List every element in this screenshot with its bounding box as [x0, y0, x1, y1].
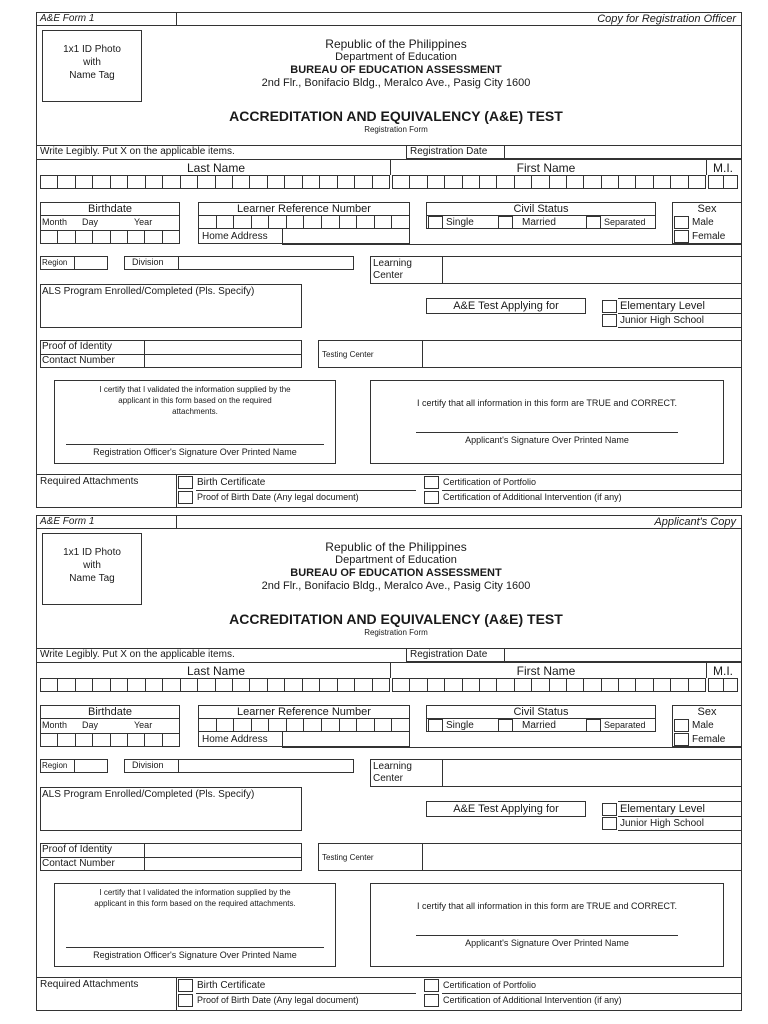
form-subtitle: Registration Form — [364, 125, 428, 134]
elementary-label: Elementary Level — [620, 803, 705, 815]
birthdate-boxes[interactable] — [40, 230, 180, 244]
last-name-boxes[interactable] — [40, 678, 390, 692]
junior-high-checkbox[interactable] — [602, 314, 617, 327]
header-bureau: BUREAU OF EDUCATION ASSESSMENT — [290, 567, 502, 579]
form-title: ACCREDITATION AND EQUIVALENCY (A&E) TEST — [229, 108, 563, 124]
year-label: Year — [134, 720, 153, 730]
photo-label-3: Name Tag — [69, 70, 115, 81]
month-label: Month — [42, 720, 68, 730]
applicant-cert-text: I certify that all information in this form are TRUE and CORRECT. — [417, 901, 677, 911]
officer-signature-label: Registration Officer's Signature Over Printed Name — [93, 447, 297, 457]
cert-portfolio-checkbox[interactable] — [424, 979, 439, 992]
single-checkbox[interactable] — [428, 216, 443, 229]
applicant-certification-box[interactable] — [370, 380, 724, 464]
header-address: 2nd Flr., Bonifacio Bldg., Meralco Ave., Pasig City 1600 — [261, 77, 531, 89]
single-label: Single — [446, 720, 474, 731]
form-copy — [36, 12, 742, 508]
year-label: Year — [134, 217, 153, 227]
applicant-signature-label: Applicant's Signature Over Printed Name — [465, 938, 629, 948]
lrn-boxes[interactable] — [198, 718, 410, 732]
cert-intervention-checkbox[interactable] — [424, 994, 439, 1007]
birthdate-boxes[interactable] — [40, 733, 180, 747]
test-applying-label: A&E Test Applying for — [453, 803, 559, 815]
officer-cert-line-1: I certify that I validated the information supplied by the — [99, 385, 291, 394]
copy-label: Applicant's Copy — [654, 516, 736, 528]
birth-certificate-checkbox[interactable] — [178, 476, 193, 489]
region-label: Region — [42, 258, 68, 267]
applicant-cert-text: I certify that all information in this form are TRUE and CORRECT. — [417, 398, 677, 408]
female-label: Female — [692, 734, 726, 745]
elementary-checkbox[interactable] — [602, 300, 617, 313]
applicant-certification-box[interactable] — [370, 883, 724, 967]
division-label: Division — [132, 257, 164, 267]
officer-signature-line[interactable] — [66, 444, 324, 445]
proof-identity-label: Proof of Identity — [42, 844, 113, 855]
junior-high-checkbox[interactable] — [602, 817, 617, 830]
form-copy — [36, 515, 742, 1011]
form-title: ACCREDITATION AND EQUIVALENCY (A&E) TEST — [229, 611, 563, 627]
contact-number-label: Contact Number — [42, 858, 115, 869]
proof-identity-label: Proof of Identity — [42, 341, 113, 352]
form-subtitle: Registration Form — [364, 628, 428, 637]
separated-checkbox[interactable] — [586, 216, 601, 229]
first-name-boxes[interactable] — [392, 678, 706, 692]
sex-label: Sex — [697, 706, 717, 718]
registration-date-label: Registration Date — [410, 649, 488, 660]
header-bureau: BUREAU OF EDUCATION ASSESSMENT — [290, 64, 502, 76]
center-label: Center — [373, 270, 404, 281]
cert-portfolio-checkbox[interactable] — [424, 476, 439, 489]
lrn-boxes[interactable] — [198, 215, 410, 229]
mi-label: M.I. — [713, 161, 733, 175]
testing-center-label: Testing Center — [322, 350, 374, 359]
cert-intervention-checkbox[interactable] — [424, 491, 439, 504]
mi-label: M.I. — [713, 664, 733, 678]
proof-birth-date-label: Proof of Birth Date (Any legal document) — [197, 492, 359, 502]
photo-label-2: with — [83, 57, 101, 68]
day-label: Day — [82, 720, 99, 730]
birthdate-label: Birthdate — [87, 203, 133, 215]
contact-number-label: Contact Number — [42, 355, 115, 366]
lrn-label: Learner Reference Number — [237, 706, 371, 718]
cert-intervention-label: Certification of Additional Intervention (if any) — [443, 492, 622, 502]
proof-birth-date-checkbox[interactable] — [178, 994, 193, 1007]
home-address-label: Home Address — [202, 734, 268, 745]
civil-status-label: Civil Status — [513, 203, 569, 215]
instructions: Write Legibly. Put X on the applicable items. — [40, 649, 235, 660]
learning-center-field[interactable] — [370, 759, 742, 787]
married-label: Married — [522, 720, 556, 731]
female-checkbox[interactable] — [674, 733, 689, 746]
officer-signature-line[interactable] — [66, 947, 324, 948]
header-republic: Republic of the Philippines — [325, 37, 467, 51]
testing-center-label: Testing Center — [322, 853, 374, 862]
civil-status-label: Civil Status — [513, 706, 569, 718]
separated-label: Separated — [604, 720, 646, 730]
form-label: A&E Form 1 — [40, 516, 95, 527]
separated-label: Separated — [604, 217, 646, 227]
learning-label: Learning — [373, 258, 412, 269]
officer-cert-line-1: I certify that I validated the information supplied by the — [99, 888, 291, 897]
division-label: Division — [132, 760, 164, 770]
registration-date-label: Registration Date — [410, 146, 488, 157]
photo-label-2: with — [83, 560, 101, 571]
junior-high-label: Junior High School — [620, 315, 704, 326]
center-label: Center — [373, 773, 404, 784]
als-program-label: ALS Program Enrolled/Completed (Pls. Specify) — [42, 286, 255, 297]
sex-label: Sex — [697, 203, 717, 215]
proof-birth-date-label: Proof of Birth Date (Any legal document) — [197, 995, 359, 1005]
month-label: Month — [42, 217, 68, 227]
officer-cert-line-2: applicant in this form based on the required — [118, 396, 272, 405]
lrn-label: Learner Reference Number — [237, 203, 371, 215]
married-checkbox[interactable] — [498, 719, 513, 732]
day-label: Day — [82, 217, 99, 227]
officer-cert-line-3: attachments. — [172, 407, 218, 416]
header-address: 2nd Flr., Bonifacio Bldg., Meralco Ave., Pasig City 1600 — [261, 580, 531, 592]
mi-boxes[interactable] — [708, 678, 738, 692]
first-name-boxes[interactable] — [392, 175, 706, 189]
married-label: Married — [522, 217, 556, 228]
als-program-label: ALS Program Enrolled/Completed (Pls. Specify) — [42, 789, 255, 800]
registration-form-page — [36, 12, 742, 1012]
copy-label: Copy for Registration Officer — [597, 13, 736, 25]
mi-boxes[interactable] — [708, 175, 738, 189]
header-department: Department of Education — [335, 51, 457, 63]
applicant-signature-line[interactable] — [416, 935, 678, 936]
region-label: Region — [42, 761, 68, 770]
first-name-label: First Name — [516, 161, 576, 175]
applicant-signature-label: Applicant's Signature Over Printed Name — [465, 435, 629, 445]
test-applying-label: A&E Test Applying for — [453, 300, 559, 312]
male-checkbox[interactable] — [674, 719, 689, 732]
male-checkbox[interactable] — [674, 216, 689, 229]
married-checkbox[interactable] — [498, 216, 513, 229]
home-address-label: Home Address — [202, 231, 268, 242]
instructions: Write Legibly. Put X on the applicable items. — [40, 146, 235, 157]
photo-label-3: Name Tag — [69, 573, 115, 584]
proof-birth-date-checkbox[interactable] — [178, 491, 193, 504]
last-name-label: Last Name — [186, 161, 246, 175]
birthdate-label: Birthdate — [87, 706, 133, 718]
birth-certificate-checkbox[interactable] — [178, 979, 193, 992]
cert-intervention-label: Certification of Additional Intervention (if any) — [443, 995, 622, 1005]
single-checkbox[interactable] — [428, 719, 443, 732]
male-label: Male — [692, 217, 714, 228]
applicant-signature-line[interactable] — [416, 432, 678, 433]
cert-portfolio-label: Certification of Portfolio — [443, 477, 537, 487]
header-department: Department of Education — [335, 554, 457, 566]
photo-label-1: 1x1 ID Photo — [63, 44, 121, 55]
male-label: Male — [692, 720, 714, 731]
female-label: Female — [692, 231, 726, 242]
form-label: A&E Form 1 — [40, 13, 95, 24]
last-name-boxes[interactable] — [40, 175, 390, 189]
separated-checkbox[interactable] — [586, 719, 601, 732]
elementary-checkbox[interactable] — [602, 803, 617, 816]
birth-certificate-label: Birth Certificate — [197, 980, 266, 991]
required-attachments-label: Required Attachments — [40, 979, 139, 990]
cert-portfolio-label: Certification of Portfolio — [443, 980, 537, 990]
last-name-label: Last Name — [186, 664, 246, 678]
learning-label: Learning — [373, 761, 412, 772]
photo-label-1: 1x1 ID Photo — [63, 547, 121, 558]
required-attachments-label: Required Attachments — [40, 476, 139, 487]
birth-certificate-label: Birth Certificate — [197, 477, 266, 488]
junior-high-label: Junior High School — [620, 818, 704, 829]
first-name-label: First Name — [516, 664, 576, 678]
testing-center-field[interactable] — [318, 340, 742, 368]
elementary-label: Elementary Level — [620, 300, 705, 312]
female-checkbox[interactable] — [674, 230, 689, 243]
officer-cert-line-2: applicant in this form based on the required attachments. — [94, 899, 296, 908]
header-republic: Republic of the Philippines — [325, 540, 467, 554]
learning-center-field[interactable] — [370, 256, 742, 284]
officer-signature-label: Registration Officer's Signature Over Printed Name — [93, 950, 297, 960]
single-label: Single — [446, 217, 474, 228]
testing-center-field[interactable] — [318, 843, 742, 871]
